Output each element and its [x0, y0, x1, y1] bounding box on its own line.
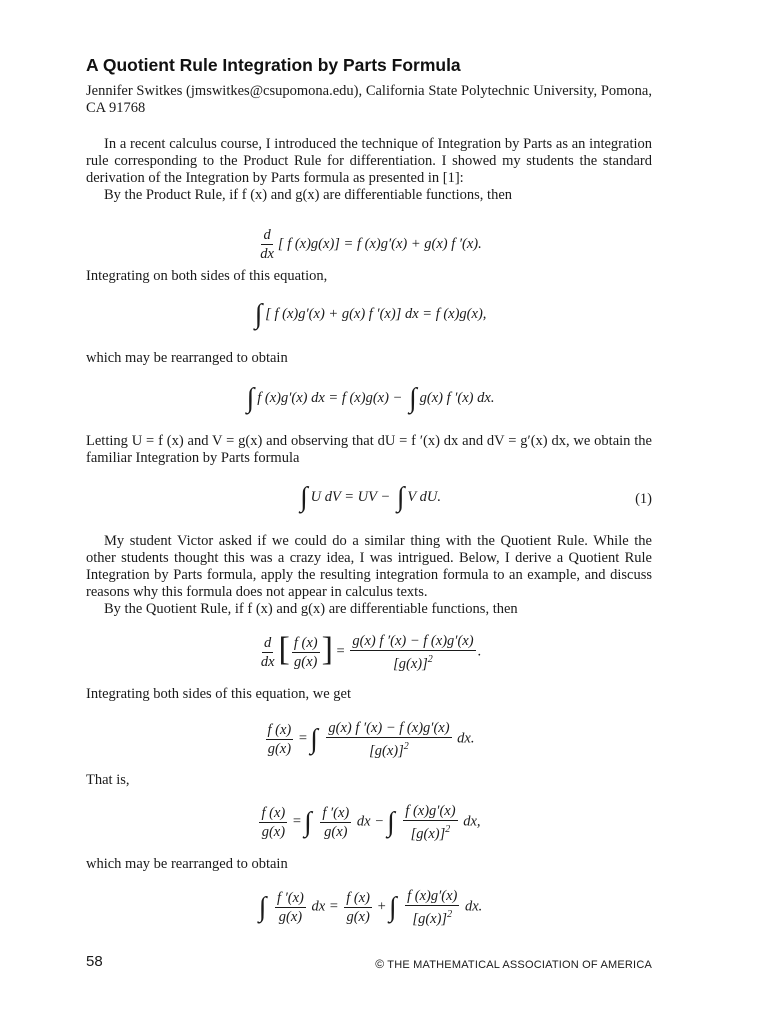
paragraph-rearranged-2: which may be rearranged to obtain [86, 856, 288, 872]
paragraph-intro: In a recent calculus course, I introduced the technique of Integration by Parts as an integration rule corresponding to the Product Rule for differentiation. I showed my students the standard derivation of the Integration by Parts formula as presented in [1]: [86, 136, 652, 186]
paragraph-integrating-both: Integrating both sides of this equation, we get [86, 686, 351, 702]
paragraph-quotient-rule: By the Quotient Rule, if f (x) and g(x) are differentiable functions, then [104, 601, 518, 617]
paragraph-victor: My student Victor asked if we could do a similar thing with the Quotient Rule. While the other students thought this was a crazy idea, I was intrigued. Below, I derive a Quotient Rule Integration by Parts formula, apply the resulting integration formula to an example, and discuss reasons why this formula does not appear in calculus texts. [86, 533, 652, 600]
publisher-name: THE MATHEMATICAL ASSOCIATION OF AMERICA [387, 959, 652, 971]
equation-integrated-quotient: $\frac{f (x)}{g(x)}$ = ∫ $\frac{g(x) f '(x) - f (x)g'(x)}{[g(x)]^2}$ dx. [267, 720, 475, 759]
paragraph-that-is: That is, [86, 772, 130, 788]
paragraph-integrating: Integrating on both sides of this equation, [86, 268, 328, 284]
paragraph-rearranged-1: which may be rearranged to obtain [86, 350, 288, 366]
publisher-footer [375, 956, 652, 974]
equation-rearranged: ∫ f (x)g′(x) dx = f (x)g(x) − ∫ g(x) f ′(x) dx. [246, 383, 495, 414]
equation-integrated: ∫ [ f (x)g′(x) + g(x) f ′(x)] dx = f (x)g(x), [254, 299, 487, 330]
paragraph-product-rule: By the Product Rule, if f (x) and g(x) are differentiable functions, then [104, 187, 513, 203]
paragraph-letting: Letting U = f (x) and V = g(x) and observing that dU = f ′(x) dx and dV = g′(x) dx, we obtain the familiar Integration by Parts formula [86, 433, 652, 466]
equation-split: $\frac{f (x)}{g(x)}$ = ∫ $\frac{f '(x)}{g(x)}$ dx − ∫ $\frac{f (x)g'(x)}{[g(x)]^2}$ dx, [261, 803, 481, 842]
page-number: 58 [86, 953, 103, 970]
copyright-icon: © [375, 957, 385, 971]
equation-final: ∫ $\frac{f '(x)}{g(x)}$ dx = $\frac{f (x)}{g(x)}$ + ∫ $\frac{f (x)g'(x)}{[g(x)]^2}$ dx. [258, 888, 483, 927]
equation-ibp-formula: ∫ U dV = UV − ∫ V dU. (1) [300, 482, 652, 513]
author-line: Jennifer Switkes (jmswitkes@csupomona.edu), California State Polytechnic University, Pomona, CA 91768 [86, 83, 652, 116]
equation-quotient-rule: $\frac{d}{dx}$ [ $\frac{f (x)}{g(x)}$ ] = $\frac{g(x) f '(x) - f (x)g'(x)}{[g(x)]^2}$ . [260, 630, 482, 672]
equation-product-rule: $\frac{d}{dx}$ [ f (x)g(x)] = f (x)g′(x) + g(x) f ′(x). [260, 227, 482, 262]
equation-number: (1) [635, 491, 652, 507]
article-title: A Quotient Rule Integration by Parts Formula [86, 55, 461, 75]
